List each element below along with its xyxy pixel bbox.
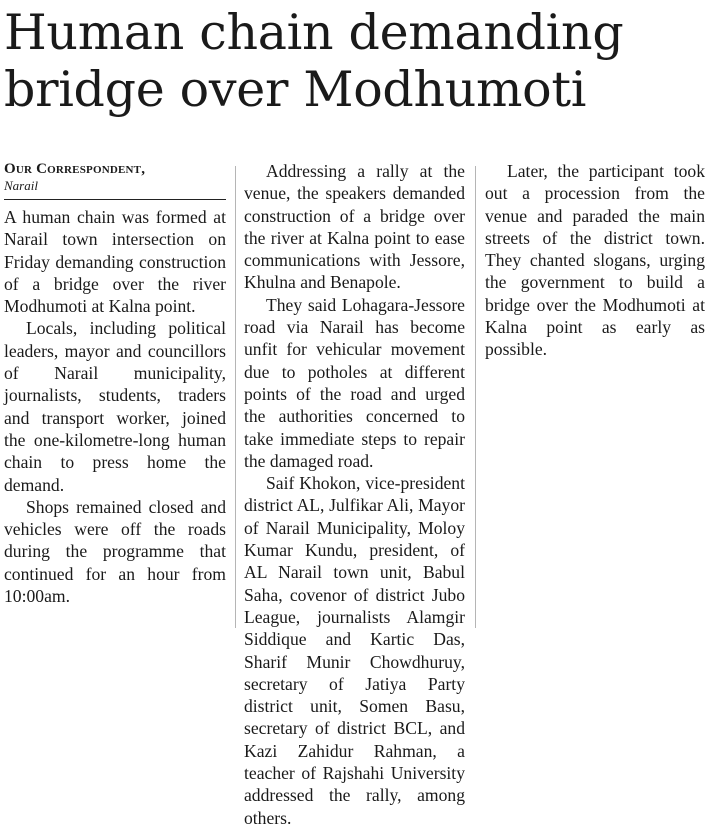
article-column-2 (244, 160, 465, 829)
article-paragraph: They said Lohagara-Jessore road via Narail has become unfit for vehicular movement due to potholes at different points of the road and urged the authorities concerned to take immediate steps to repair the damaged road. (244, 294, 465, 471)
byline: Our Correspondent, (4, 161, 146, 177)
article-paragraph: A human chain was formed at Narail town intersection on Friday demanding construction of a bridge over the river Modhumoti at Kalna point. (4, 207, 226, 317)
article-paragraph: Addressing a rally at the venue, the speakers demanded construction of a bridge over the river at Kalna point to ease communications with Jessore, Khulna and Benapole. (244, 161, 465, 293)
article-column-1 (4, 160, 226, 607)
dateline: Narail (4, 178, 226, 200)
column-rule (235, 166, 236, 628)
headline: Human chain demanding bridge over Modhumoti (4, 4, 624, 118)
column-rule (475, 166, 476, 628)
article-paragraph: Later, the participant took out a procession from the venue and paraded the main streets of the district town. They chanted slogans, urging the government to build a bridge over the Modhumoti at Kalna point as early as possible. (485, 161, 705, 360)
article-paragraph: Saif Khokon, vice-president district AL, Julfikar Ali, Mayor of Narail Municipality, Moloy Kumar Kundu, president, of AL Narail town unit, Babul Saha, covenor of district Jubo League, journalists Alamgir Siddique and Kartic Das, Sharif Munir Chowdhuruy, secretary of Jatiya Party district unit, Somen Basu, secretary of district BCL, and Kazi Zahidur Rahman, a teacher of Rajshahi University addressed the rally, among others. (244, 473, 465, 828)
article-paragraph: Locals, including political leaders, mayor and councillors of Narail municipality, journalists, students, traders and transport worker, joined the one-kilometre-long human chain to press home the demand. (4, 318, 226, 495)
article-column-3 (485, 160, 705, 361)
article-paragraph: Shops remained closed and vehicles were off the roads during the programme that continued for an hour from 10:00am. (4, 496, 226, 607)
